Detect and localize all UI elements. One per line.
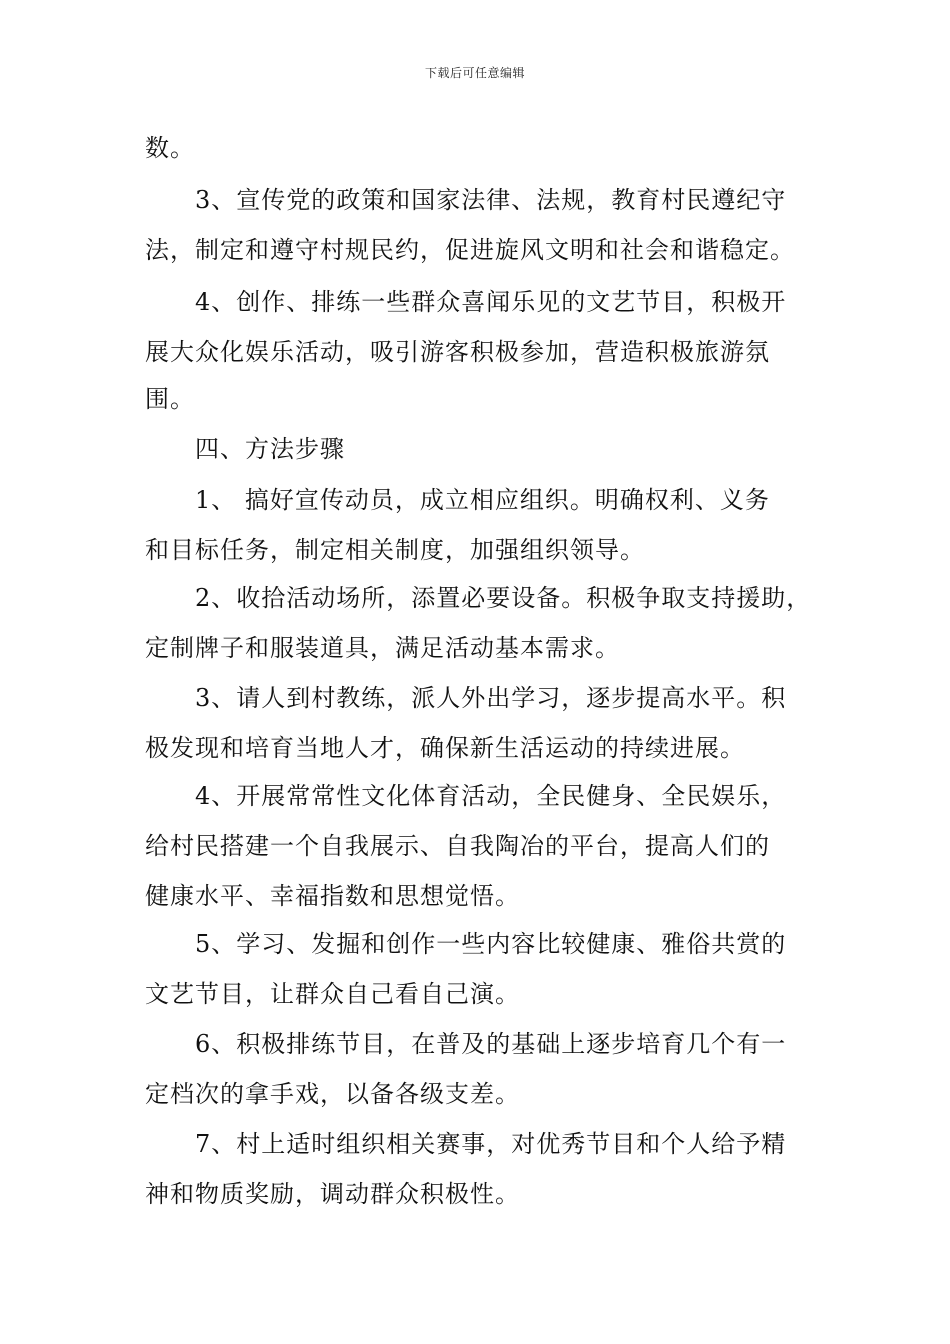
text-line: 展大众化娱乐活动，吸引游客积极参加，营造积极旅游氛 — [145, 338, 770, 366]
section-heading: 四、方法步骤 — [195, 435, 345, 463]
text-line: 3、请人到村教练，派人外出学习，逐步提高水平。积 — [195, 684, 787, 712]
text-line: 健康水平、幸福指数和思想觉悟。 — [145, 882, 520, 910]
text-line: 4、开展常常性文化体育活动，全民健身、全民娱乐， — [195, 782, 787, 810]
text-line: 7、村上适时组织相关赛事，对优秀节目和个人给予精 — [195, 1130, 787, 1158]
text-line: 给村民搭建一个自我展示、自我陶冶的平台，提高人们的 — [145, 832, 770, 860]
page-header-note: 下载后可任意编辑 — [424, 66, 525, 80]
text-line: 数。 — [145, 134, 195, 162]
text-line: 3、宣传党的政策和国家法律、法规，教育村民遵纪守 — [195, 186, 787, 214]
text-line: 神和物质奖励，调动群众积极性。 — [145, 1180, 520, 1208]
text-line: 4、创作、排练一些群众喜闻乐见的文艺节目，积极开 — [195, 288, 787, 316]
text-line: 6、积极排练节目，在普及的基础上逐步培育几个有一 — [195, 1030, 787, 1058]
text-line: 文艺节目，让群众自己看自己演。 — [145, 980, 520, 1008]
text-line: 定档次的拿手戏，以备各级支差。 — [145, 1080, 520, 1108]
text-line: 极发现和培育当地人才，确保新生活运动的持续进展。 — [145, 734, 745, 762]
text-line: 2、收拾活动场所，添置必要设备。积极争取支持援助， — [195, 584, 812, 612]
text-line: 1、 搞好宣传动员，成立相应组织。明确权利、义务 — [195, 486, 770, 514]
text-line: 5、学习、发掘和创作一些内容比较健康、雅俗共赏的 — [195, 930, 787, 958]
text-line: 法，制定和遵守村规民约，促进旋风文明和社会和谐稳定。 — [145, 236, 795, 264]
text-line: 和目标任务，制定相关制度，加强组织领导。 — [145, 536, 645, 564]
text-line: 定制牌子和服装道具，满足活动基本需求。 — [145, 634, 620, 662]
text-line: 围。 — [145, 385, 195, 413]
